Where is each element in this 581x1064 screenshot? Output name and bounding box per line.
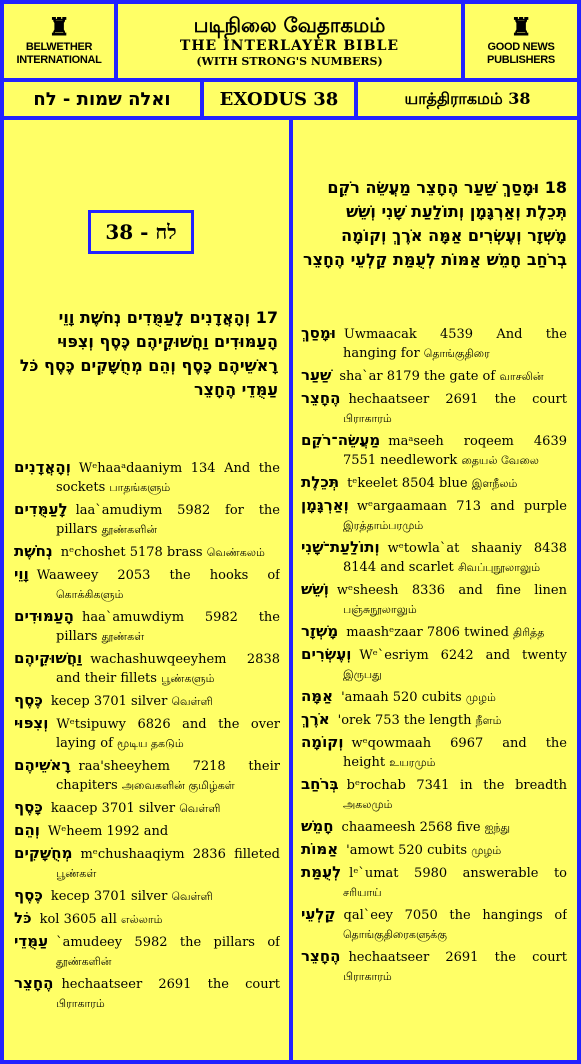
transliteration-gloss: raa'sheeyhem 7218 their chapiters bbox=[56, 759, 280, 793]
hebrew-word: הֶחָצֵר bbox=[14, 974, 54, 992]
tamil-gloss: தொங்குதிரை bbox=[423, 347, 490, 360]
transliteration-gloss: qal`eey 7050 the hangings of bbox=[343, 908, 567, 923]
word-entry bbox=[301, 324, 567, 363]
hebrew-word: אַמּוֹת bbox=[301, 840, 339, 858]
right-column bbox=[293, 120, 577, 1060]
hebrew-word: וּמָסַךְ bbox=[301, 324, 336, 342]
word-entry bbox=[14, 565, 280, 604]
hebrew-word: וַחֲשׁוּקֵיהֶם bbox=[14, 649, 83, 667]
tamil-gloss: வாசலின் bbox=[499, 370, 544, 383]
transliteration-gloss: kecep 3701 silver bbox=[50, 694, 168, 709]
word-entry bbox=[14, 932, 280, 971]
hebrew-word: וְשֵׁשׁ bbox=[301, 580, 329, 598]
word-entry bbox=[14, 909, 280, 929]
transliteration-gloss: maashᵉzaar 7806 twined bbox=[346, 625, 509, 640]
transliteration-gloss: 'amowt 520 cubits bbox=[346, 843, 468, 858]
word-entry bbox=[301, 905, 567, 944]
tamil-gloss: அகலமும் bbox=[343, 798, 393, 811]
belwether-logo bbox=[4, 4, 114, 78]
tamil-gloss: வெண்கலம் bbox=[206, 546, 265, 559]
word-entry bbox=[301, 863, 567, 902]
word-entry bbox=[301, 947, 567, 986]
transliteration-gloss: Wᵉhaaᵃdaaniym 134 And the sockets bbox=[56, 461, 280, 495]
left-column bbox=[4, 120, 289, 1060]
word-entry bbox=[301, 389, 567, 428]
transliteration-gloss: haa`amuwdiym 5982 the pillars bbox=[56, 610, 280, 644]
hebrew-word: הֶחָצֵר bbox=[301, 389, 341, 407]
hebrew-word: עַמֻּדֵי bbox=[14, 932, 49, 950]
title-block bbox=[118, 4, 461, 78]
verse-17-text: 17 וְהָאֲדָנִים לָעַמֻּדִים נְחֹשֶׁת וָוֵי הָעַמּוּדִים וַחֲשׁוּקֵיהֶם כֶּסֶף וְצִפּוּי רָאשֵׁיהֶם כָּסֶף וְהֵם מְחֻשָּׁקִים כֶּסֶף כֹּל עַמֻּדֵי הֶחָצֵר bbox=[19, 308, 278, 399]
tamil-gloss: நீளம் bbox=[475, 714, 502, 727]
word-entry bbox=[301, 775, 567, 814]
word-entry bbox=[14, 691, 280, 711]
word-entry bbox=[14, 844, 280, 883]
tamil-gloss: முழம் bbox=[465, 691, 496, 704]
tamil-gloss: ஐந்து bbox=[484, 821, 511, 834]
tamil-gloss: திரித்த bbox=[513, 626, 545, 639]
transliteration-gloss: 'amaah 520 cubits bbox=[341, 690, 462, 705]
word-entry bbox=[301, 496, 567, 535]
tamil-gloss: தூண்களின் bbox=[56, 955, 112, 968]
tamil-gloss: இருபது bbox=[343, 668, 382, 681]
transliteration-gloss: hechaatseer 2691 the court bbox=[348, 392, 567, 407]
hebrew-word: וְתוֹלַעַת־שָׁנִי bbox=[301, 538, 380, 556]
hebrew-word: אֹרֶךְ bbox=[301, 710, 330, 728]
hebrew-word: חָמֵשׁ bbox=[301, 817, 334, 835]
left-logo-line1: BELWETHER bbox=[25, 41, 93, 53]
transliteration-gloss: wachashuwqeeyhem 2838 and their fillets bbox=[56, 652, 280, 686]
hebrew-word: וְעֶשְׂרִים bbox=[301, 645, 352, 663]
word-entry bbox=[301, 538, 567, 577]
tamil-gloss: வெள்ளி bbox=[171, 890, 213, 903]
hebrew-word: קַלְעֵי bbox=[301, 905, 336, 923]
right-verse bbox=[301, 176, 567, 312]
good-news-logo bbox=[465, 4, 577, 78]
transliteration-gloss: wᵉqowmaah 6967 and the height bbox=[343, 736, 567, 770]
tamil-gloss: பூண்களும் bbox=[161, 672, 215, 685]
right-entries bbox=[301, 324, 567, 1056]
hebrew-word: וָוֵי bbox=[14, 565, 29, 583]
tamil-gloss: பிராகாரம் bbox=[343, 412, 392, 425]
hebrew-word: נְחֹשֶׁת bbox=[14, 542, 53, 560]
hebrew-word: אַמָּה bbox=[301, 687, 334, 705]
tamil-gloss: தூண்கள் bbox=[101, 630, 145, 643]
word-entry bbox=[301, 622, 567, 642]
transliteration-gloss: kecep 3701 silver bbox=[50, 889, 168, 904]
transliteration-gloss: kol 3605 all bbox=[39, 912, 117, 927]
hebrew-word: כֶּסֶף bbox=[14, 691, 43, 709]
left-logo-line2: INTERNATIONAL bbox=[16, 54, 102, 66]
transliteration-gloss: 'orek 753 the length bbox=[337, 713, 472, 728]
transliteration-gloss: bᵉrochab 7341 in the breadth bbox=[346, 778, 567, 793]
word-entry bbox=[14, 500, 280, 539]
hebrew-word: וְצִפּוּי bbox=[14, 714, 49, 732]
transliteration-gloss: wᵉsheesh 8336 and fine linen bbox=[336, 583, 567, 598]
transliteration-gloss: wᵉtowla`at shaaniy 8438 8144 and scarlet bbox=[343, 541, 567, 575]
word-entry bbox=[14, 714, 280, 753]
tamil-gloss: உயரமும் bbox=[389, 756, 436, 769]
hebrew-word: כָּסֶף bbox=[14, 798, 43, 816]
word-entry bbox=[301, 733, 567, 772]
tamil-gloss: பாதங்களும் bbox=[109, 481, 171, 494]
tamil-gloss: வெள்ளி bbox=[179, 802, 221, 815]
right-logo-line2: PUBLISHERS bbox=[487, 54, 555, 66]
tamil-gloss: அவைகளின் குமிழ்கள் bbox=[121, 779, 235, 792]
word-entry bbox=[301, 710, 567, 730]
hebrew-word: וְהֵם bbox=[14, 821, 40, 839]
tamil-gloss: வெள்ளி bbox=[171, 695, 213, 708]
transliteration-gloss: maᵃseeh roqeem 4639 7551 needlework bbox=[343, 434, 567, 468]
hebrew-word: וְקוֹמָה bbox=[301, 733, 344, 751]
word-entry bbox=[301, 687, 567, 707]
word-entry bbox=[14, 821, 280, 841]
tamil-gloss: மூடிய தகடும் bbox=[117, 737, 184, 750]
tamil-gloss: பஞ்சுநூலாலும் bbox=[343, 603, 417, 616]
subtitle: (WITH STRONG'S NUMBERS) bbox=[196, 55, 383, 68]
transliteration-gloss: nᵉchoshet 5178 brass bbox=[60, 545, 203, 560]
transliteration-gloss: mᵉchushaaqiym 2836 filleted bbox=[80, 847, 280, 862]
word-entry bbox=[301, 366, 567, 386]
tamil-book-label: யாத்திராகமம் 38 bbox=[358, 82, 577, 116]
transliteration-gloss: `amudeey 5982 the pillars of bbox=[56, 935, 280, 950]
transliteration-gloss: hechaatseer 2691 the court bbox=[61, 977, 280, 992]
tamil-gloss: பிராகாரம் bbox=[343, 970, 392, 983]
hebrew-word: הָעַמּוּדִים bbox=[14, 607, 74, 625]
chapter-label: לח - 38 bbox=[88, 210, 194, 254]
transliteration-gloss: chaameesh 2568 five bbox=[341, 820, 481, 835]
hebrew-book-label: ואלה שמות - לח bbox=[4, 82, 200, 116]
transliteration-gloss: Uwmaacak 4539 And the hanging for bbox=[343, 327, 567, 361]
english-book-label: EXODUS 38 bbox=[204, 82, 354, 116]
tamil-gloss: கொக்கிகளும் bbox=[56, 588, 124, 601]
tamil-gloss: பிராகாரம் bbox=[56, 997, 105, 1010]
transliteration-gloss: Wᵉtsipuwy 6826 and the over laying of bbox=[56, 717, 280, 751]
word-entry bbox=[14, 798, 280, 818]
tamil-gloss: முழம் bbox=[471, 844, 502, 857]
hebrew-word: מַעֲשֵׂה־רֹקֵם bbox=[301, 431, 381, 449]
transliteration-gloss: tᵉkeelet 8504 blue bbox=[347, 476, 468, 491]
hebrew-word: וְאַרְגָּמָן bbox=[301, 496, 349, 514]
word-entry bbox=[14, 542, 280, 562]
tamil-gloss: பூண்கள் bbox=[56, 867, 97, 880]
left-verse bbox=[14, 306, 278, 416]
word-entry bbox=[301, 473, 567, 493]
tamil-gloss: சரியாய் bbox=[343, 886, 382, 899]
figure-icon: ♜ bbox=[48, 14, 70, 41]
word-entry bbox=[14, 756, 280, 795]
tamil-gloss: எல்லாம் bbox=[121, 913, 163, 926]
hebrew-word: מָשְׁזָר bbox=[301, 622, 339, 640]
word-entry bbox=[301, 817, 567, 837]
tamil-gloss: தையல் வேலை bbox=[461, 454, 539, 467]
hebrew-word: בְּרֹחַב bbox=[301, 775, 339, 793]
english-title: THE INTERLAYER BIBLE bbox=[179, 38, 400, 54]
tamil-gloss: இரத்தாம்பரமும் bbox=[343, 519, 424, 532]
tamil-gloss: தூண்களின் bbox=[101, 523, 158, 536]
word-entry bbox=[14, 607, 280, 646]
transliteration-gloss: Wᵉ`esriym 6242 and twenty bbox=[359, 648, 567, 663]
word-entry bbox=[14, 649, 280, 688]
word-entry bbox=[301, 431, 567, 470]
transliteration-gloss: kaacep 3701 silver bbox=[50, 801, 176, 816]
tamil-gloss: இளநீலம் bbox=[471, 477, 518, 490]
tamil-gloss: தொங்குதிரைகளுக்கு bbox=[343, 928, 447, 941]
hebrew-word: לְעֻמַּת bbox=[301, 863, 342, 881]
transliteration-gloss: sha`ar 8179 the gate of bbox=[339, 369, 496, 384]
hebrew-word: שַׁעַר bbox=[301, 366, 332, 384]
hebrew-word: לָעַמֻּדִים bbox=[14, 500, 68, 518]
word-entry bbox=[301, 645, 567, 684]
hebrew-word: וְהָאֲדָנִים bbox=[14, 458, 71, 476]
hebrew-word: תְּכֵלֶת bbox=[301, 473, 340, 491]
word-entry bbox=[14, 886, 280, 906]
transliteration-gloss: hechaatseer 2691 the court bbox=[348, 950, 567, 965]
hebrew-word: הֶחָצֵר bbox=[301, 947, 341, 965]
transliteration-gloss: lᵉ`umat 5980 answerable to bbox=[349, 866, 567, 881]
transliteration-gloss: wᵉargaamaan 713 and purple bbox=[356, 499, 567, 514]
word-entry bbox=[301, 580, 567, 619]
word-entry bbox=[14, 974, 280, 1013]
transliteration-gloss: Wᵉheem 1992 and bbox=[47, 824, 169, 839]
left-entries bbox=[14, 458, 280, 1058]
verse-18-text: 18 וּמָסַךְ שַׁעַר הֶחָצֵר מַעֲשֵׂה רֹקֵם תְּכֵלֶת וְאַרְגָּמָן וְתוֹלַעַת שָׁנִי וְשֵׁשׁ מָשְׁזָר וְעֶשְׂרִים אַמָּה אֹרֶךְ וְקוֹמָה בְרֹחַב חָמֵשׁ אַמּוֹת לְעֻמַּת קַלְעֵי הֶחָצֵר bbox=[302, 178, 567, 269]
transliteration-gloss: Waaweey 2053 the hooks of bbox=[36, 568, 280, 583]
tamil-gloss: சிவப்புநூலாலும் bbox=[457, 561, 541, 574]
word-entry bbox=[301, 840, 567, 860]
tamil-title: படிநிலை வேதாகமம் bbox=[193, 13, 386, 37]
right-logo-line1: GOOD NEWS bbox=[487, 41, 555, 53]
hebrew-word: מְחֻשָּׁקִים bbox=[14, 844, 73, 862]
hebrew-word: כֶּסֶף bbox=[14, 886, 43, 904]
hebrew-word: רָאשֵׁיהֶם bbox=[14, 756, 71, 774]
hebrew-word: כֹּל bbox=[14, 909, 32, 927]
transliteration-gloss: laa`amudiym 5982 for the pillars bbox=[56, 503, 280, 537]
word-entry bbox=[14, 458, 280, 497]
figure-icon: ♜ bbox=[510, 14, 532, 41]
